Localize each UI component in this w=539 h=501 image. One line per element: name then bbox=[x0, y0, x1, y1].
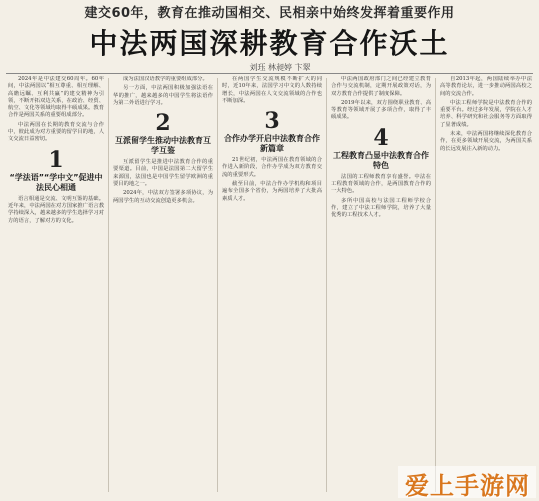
paragraph: 自2013年起，两国陆续举办中法高等教育论坛，进一步推动两国高校之间的交流合作。 bbox=[440, 76, 532, 97]
section-number: 2 bbox=[155, 110, 171, 137]
paragraph: 中法工程师学院是中法教育合作的重要平台。经过多年发展，学院在人才培养、科学研究和社会服务等方面取得了显著成绩。 bbox=[440, 99, 532, 128]
section-number: 3 bbox=[264, 108, 280, 135]
header-rule bbox=[6, 73, 533, 74]
paragraph: 中法两国在长期的教育交流与合作中，彼此成为对方重要的留学目的地，人文交流日益密切。 bbox=[8, 121, 104, 143]
section-number: 4 bbox=[373, 124, 389, 151]
paragraph: 2019年以来，双方围绕职业教育、高等教育等领域开展了多项合作，取得了丰硕成果。 bbox=[331, 99, 431, 121]
main-headline: 中法两国深耕教育合作沃土 bbox=[89, 27, 450, 60]
section-subhead: “学法语”“学中文”促进中法民心相通 bbox=[9, 172, 103, 192]
article-column-1 bbox=[8, 76, 104, 494]
article-column-4 bbox=[331, 76, 431, 494]
paragraph: 互派留学生是推进中法教育合作的重要渠道。目前，中国是法国第二大留学生来源国，法国也是中国学生留学欧洲的重要目的地之一。 bbox=[113, 159, 213, 188]
column-divider bbox=[217, 78, 218, 492]
paragraph: 21世纪初，中法两国在教育领域的合作进入新阶段，合作办学成为双方教育交流的重要形式。 bbox=[222, 157, 322, 178]
paragraph: 2024年是中法建交60周年。60年间，中法两国以“相互尊重、相互理解、高瞻远瞩、互利共赢”的建交精神为引领，不断开拓双边关系，在政治、经贸、航空、文化等领域均取得丰硕成果。教育合作是两国关系的重要组成部分。 bbox=[8, 76, 104, 119]
column-divider bbox=[108, 78, 109, 492]
kicker-headline: 建交60年，教育在推动国相交、民相亲中始终发挥着重要作用 bbox=[84, 6, 455, 21]
byline: 刘珏 林昶婷 卞翠 bbox=[249, 63, 311, 72]
article-column-5 bbox=[440, 76, 532, 494]
paragraph: 未来，中法两国将继续深化教育合作，在更多领域开展交流，为两国关系的长远发展注入新的动力。 bbox=[440, 131, 532, 152]
paragraph: 另一方面，中法两国积极加强法语在华的推广，越来越多的中国学生将法语作为第二外语进行学习。 bbox=[113, 85, 213, 106]
paragraph: 2024年，中法双方签署多项协议，为两国学生的互动交流创造更多机会。 bbox=[113, 190, 213, 204]
paragraph: 多所中国高校与法国工程师学校合作，建立了中法工程师学院，培养了大量优秀的工程技术人才。 bbox=[331, 197, 431, 219]
paragraph: 语言相通是交流、文明互鉴的基础。近年来，中法两国在对方国家推广语言教学持续深入，越来越多的学生选择学习对方的语言，了解对方的文化。 bbox=[8, 195, 104, 224]
article-column-2 bbox=[113, 76, 213, 494]
column-divider bbox=[326, 78, 327, 492]
section-subhead: 合作办学开启中法教育合作新篇章 bbox=[224, 134, 320, 154]
article-column-3 bbox=[222, 76, 322, 494]
paragraph: 在两国学生交流规模不断扩大的同时，近10年来，法国学习中文的人数持续增长，中法两国在人文交流领域的合作也不断加深。 bbox=[222, 76, 322, 104]
paragraph: 中法两国政府部门之间已经建立教育合作与交流机制，定期开展政策对话，为双方教育合作提供了制度保障。 bbox=[331, 76, 431, 97]
paragraph: 成为法国汉语教学的重要组成部分。 bbox=[123, 76, 208, 82]
section-number: 1 bbox=[48, 146, 64, 173]
paragraph: 截至目前，中法合作办学机构和项目遍布全国多个省份，为两国培养了大批高素质人才。 bbox=[222, 181, 322, 202]
section-subhead: 工程教育凸显中法教育合作特色 bbox=[333, 150, 429, 170]
column-divider bbox=[435, 78, 436, 492]
site-watermark-logo: 爱上手游网 bbox=[405, 472, 530, 500]
section-subhead: 互派留学生推动中法教育互学互鉴 bbox=[115, 136, 211, 156]
paragraph: 法国的工程师教育享有盛誉。中法在工程教育领域的合作，是两国教育合作的一大特色。 bbox=[331, 173, 431, 195]
